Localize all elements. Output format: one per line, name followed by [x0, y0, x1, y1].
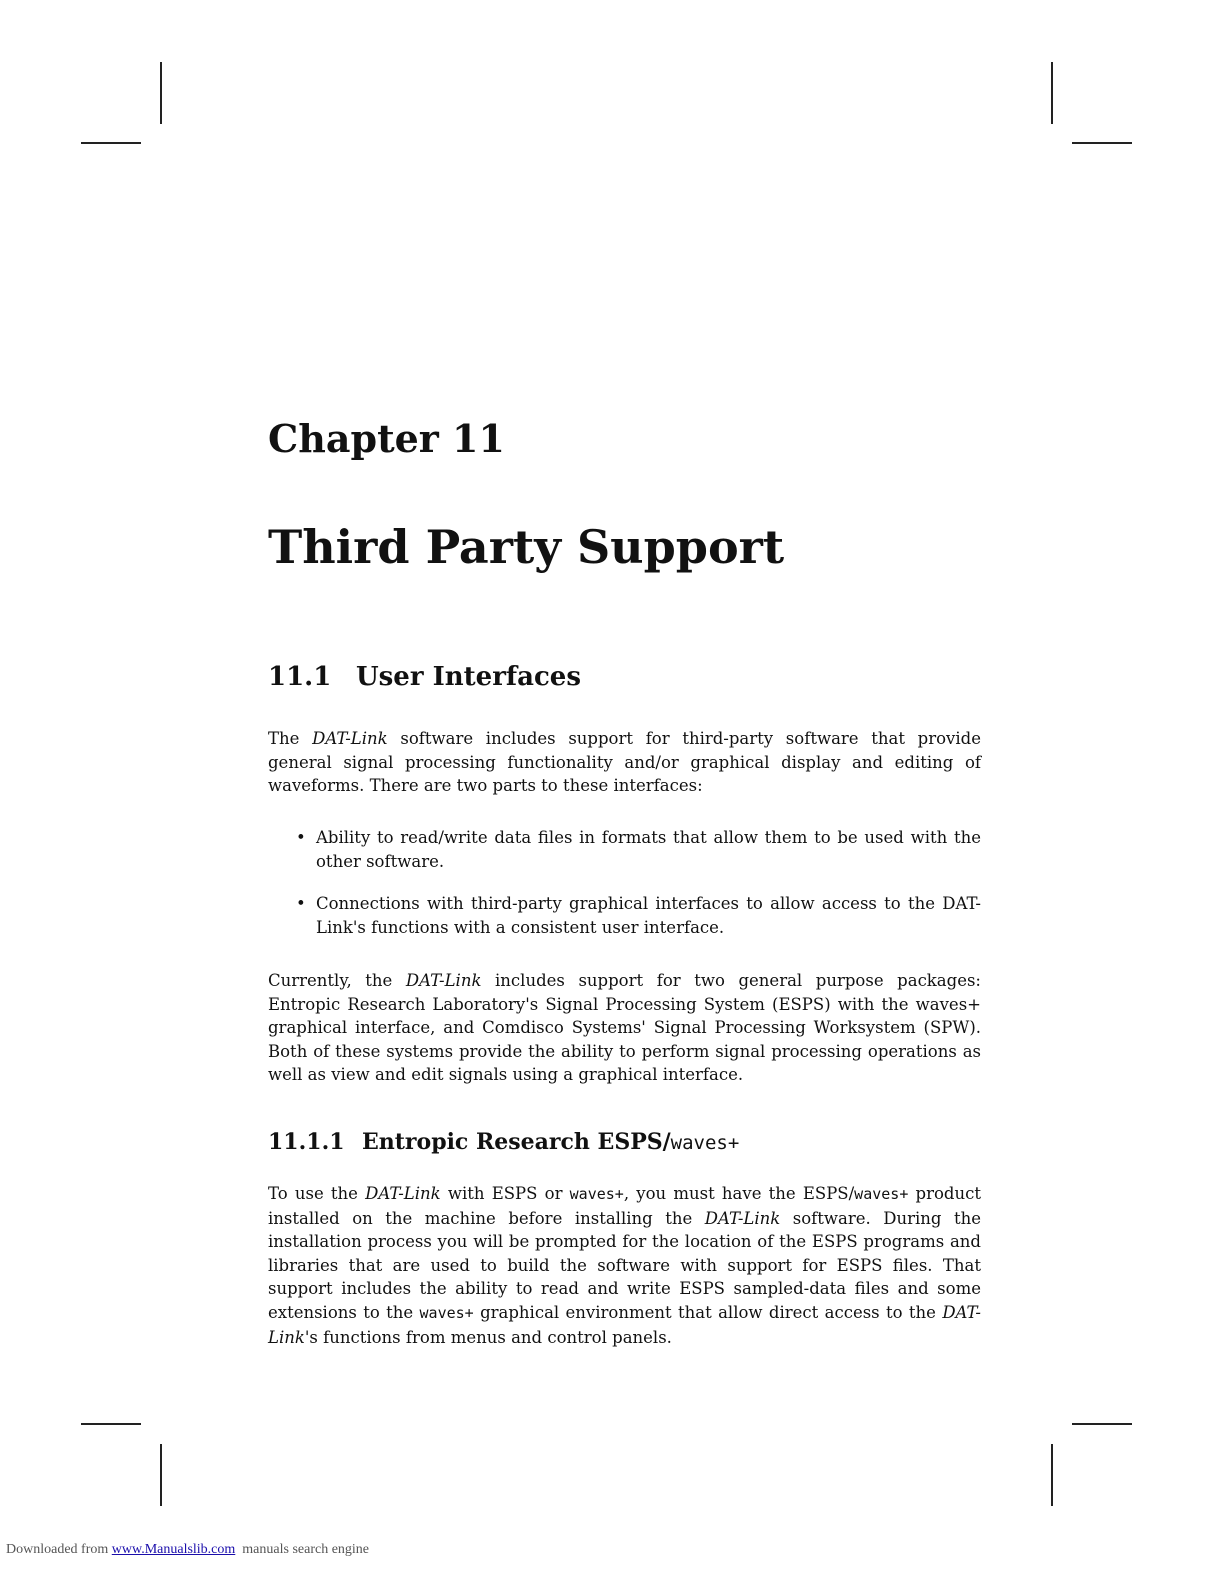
- chapter-label: Chapter 11: [268, 416, 505, 461]
- crop-mark-top-left-horizontal: [81, 142, 141, 144]
- crop-mark-top-right-vertical: [1051, 62, 1053, 124]
- subsection-title-code: waves+: [670, 1132, 740, 1154]
- section-title: User Interfaces: [356, 662, 581, 692]
- subsection-number: 11.1.1: [268, 1129, 345, 1155]
- crop-mark-top-right-horizontal: [1072, 142, 1132, 144]
- product-name: DAT-Link: [405, 971, 482, 990]
- interface-list: [268, 826, 981, 958]
- download-footer: Downloaded from www.Manualslib.com manuals search engine: [6, 1542, 370, 1557]
- manualslib-link[interactable]: www.Manualslib.com: [111, 1542, 236, 1557]
- esps-paragraph: To use the DAT-Link with ESPS or waves+, you must have the ESPS/waves+ product installed on the machine before installing the DAT-Link software. During the installation process you will be prompted for the location of the ESPS programs and libraries that are used to build the software with support for ESPS files. That support includes the ability to read and write ESPS sampled-data files and some extensions to the waves+ graphical environment that allow direct access to the DAT-Link's functions from menus and control panels.: [268, 1184, 982, 1347]
- chapter-title: Third Party Support: [268, 520, 785, 574]
- crop-mark-bottom-left-horizontal: [81, 1423, 141, 1425]
- subsection-title: Entropic Research ESPS/: [362, 1129, 671, 1155]
- packages-paragraph: Currently, the DAT-Link includes support for two general purpose packages: Entropic Research Laboratory's Signal Processing System (ESPS) with the waves+ graphical interface, and Comdisco Systems' Signal Processing Worksystem (SPW). Both of these systems provide the ability to perform signal processing operations as well as view and edit signals using a graphical interface.: [268, 971, 981, 1085]
- crop-mark-bottom-right-vertical: [1051, 1444, 1053, 1506]
- section-heading: [268, 662, 581, 692]
- list-item: • Ability to read/write data files in formats that allow them to be used with the other software.: [296, 828, 981, 871]
- bullet-icon: •: [296, 894, 306, 914]
- section-number: 11.1: [268, 662, 332, 692]
- subsection-heading: [268, 1129, 739, 1155]
- bullet-icon: •: [296, 828, 306, 847]
- crop-mark-bottom-right-horizontal: [1072, 1423, 1132, 1425]
- product-name: DAT-Link: [312, 729, 388, 748]
- intro-paragraph: The DAT-Link software includes support for third-party software that provide general signal processing functionality and/or graphical display and editing of waveforms. There are two parts to these interfaces:: [268, 729, 981, 796]
- crop-mark-bottom-left-vertical: [160, 1444, 162, 1506]
- crop-mark-top-left-vertical: [160, 62, 162, 124]
- list-item: • Connections with third-party graphical interfaces to allow access to the DAT-Link's functions with a consistent user interface.: [296, 894, 981, 937]
